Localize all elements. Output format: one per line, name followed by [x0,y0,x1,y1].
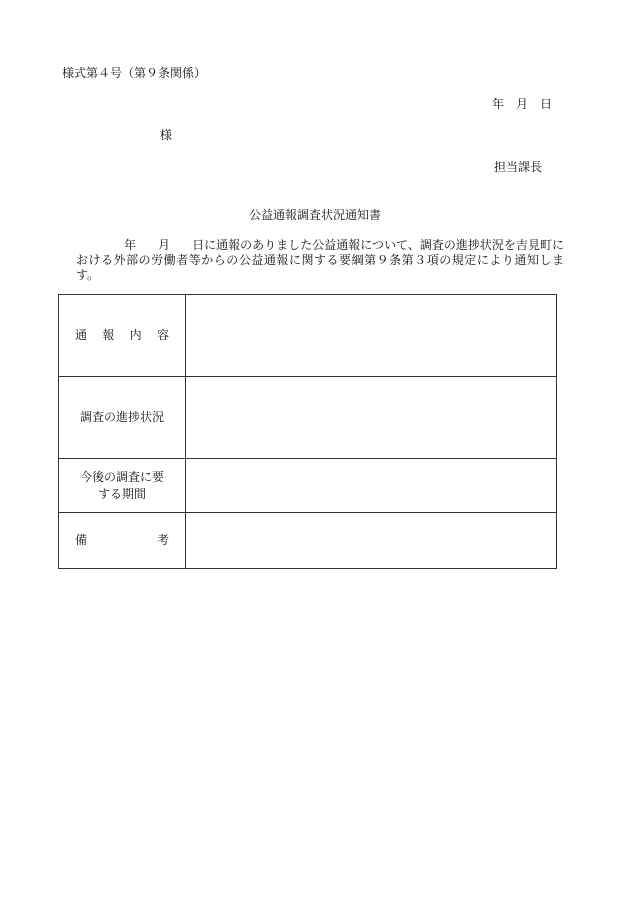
body-year: 年 [124,238,137,252]
label-char: 備 [75,533,88,547]
value-notification-content [186,295,557,377]
document-title: 公益通報調査状況通知書 [248,208,381,222]
label-char: 通 [75,328,88,342]
label-remarks [59,513,186,569]
table-row [59,459,557,513]
form-number: 様式第４号（第９条関係） [62,66,207,80]
table-row [59,295,557,377]
table-row [59,377,557,459]
label-char: 考 [156,533,169,547]
table-row [59,513,557,569]
value-remarks [186,513,557,569]
label-notification-content [59,295,186,377]
value-investigation-progress [186,377,557,459]
sender-title: 担当課長 [494,160,543,174]
body-paragraph [76,238,564,283]
label-char: 内 [129,328,142,342]
label-line: 今後の調査に要 [79,469,164,484]
body-month: 月 [158,238,171,252]
addressee-suffix: 様 [160,128,173,142]
date-line: 年 月 日 [492,97,553,111]
label-char: 容 [156,328,169,342]
label-char: 報 [102,328,115,342]
label-investigation-progress: 調査の進捗状況 [59,377,186,459]
label-line: する期間 [97,486,146,501]
value-remaining-period [186,459,557,513]
info-table [58,294,557,569]
label-remaining-period [59,459,186,513]
body-text: 日に通報のありました公益通報について、調査の進捗状況を吉見町における外部の労働者等からの公益通報に関する要綱第９条第３項の規定により通知します。 [76,238,564,282]
